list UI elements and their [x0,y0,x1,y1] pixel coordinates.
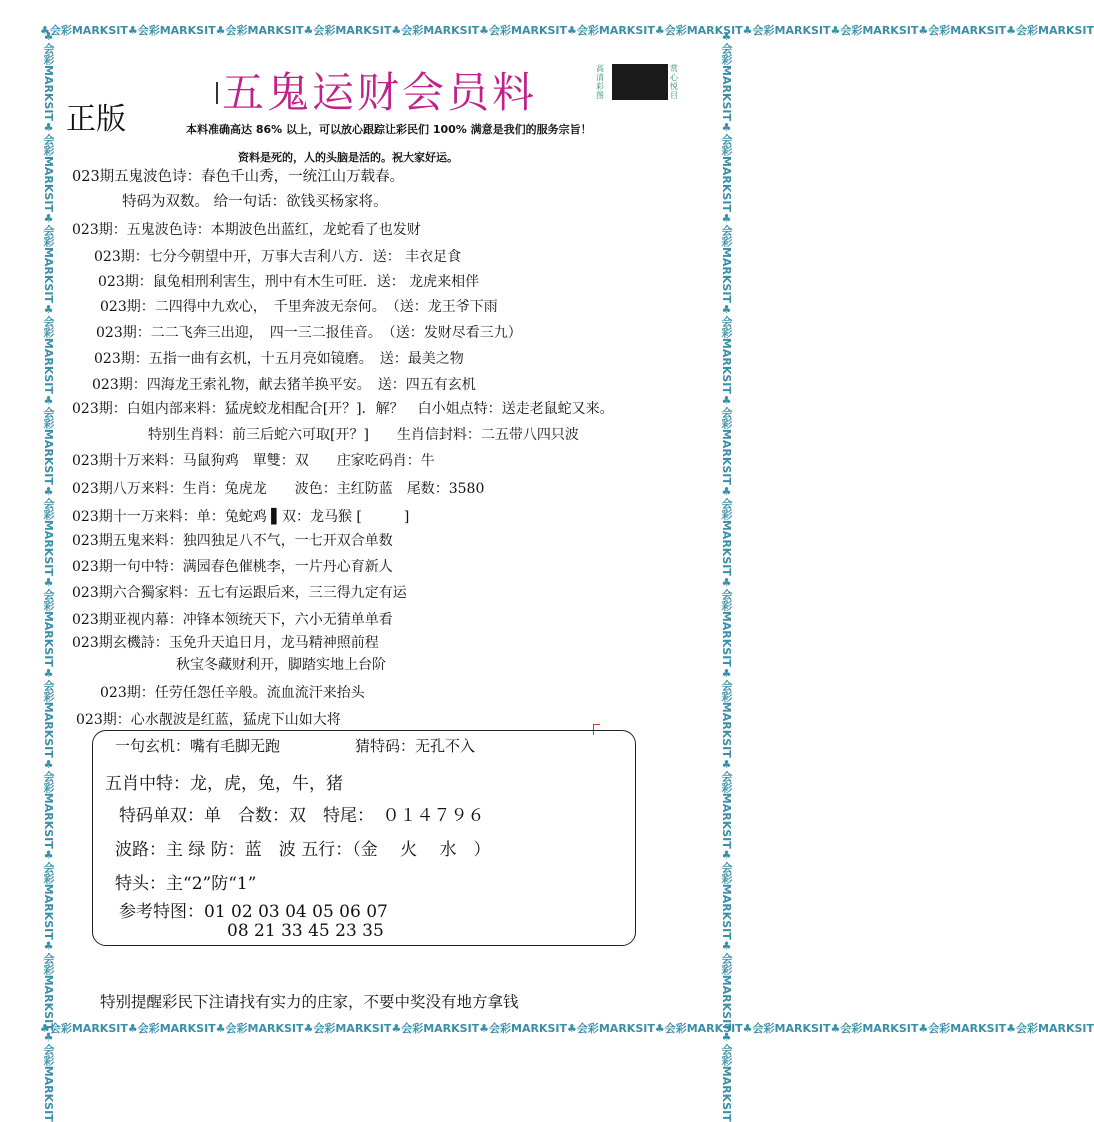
content-line: 023期玄機詩：玉免升天追日月，龙马精神照前程 [72,635,379,651]
content-line: 023期：四海龙王索礼物，献去猪羊换平安。 送：四五有玄机 [92,377,476,393]
head-row: 特头：主“2”防“1” [115,874,257,894]
logo-image [612,64,668,100]
border-watermark-top: ♣会彩MARKSIT♣会彩MARKSIT♣会彩MARKSIT♣会彩MARKSIT♣会彩MARKSIT♣会彩MARKSIT♣会彩MARKSIT♣会彩MARKSIT♣会彩MARKSIT♣会彩MARKSIT♣会彩MARKSIT♣会彩MARKSIT [40,24,1094,37]
logo-right-text: 赏心悦目 [670,64,678,100]
edition-label: 正版 [66,102,126,137]
page-title: 五鬼运财会员料 [222,68,538,117]
content-line: 秋宝冬藏财利开，脚踏实地上台阶 [176,657,386,673]
content-line: 023期：鼠兔相刑利害生，刑中有木生可旺．送： 龙虎来相伴 [98,274,480,290]
border-watermark-left: ♣会彩MARKSIT♣会彩MARKSIT♣会彩MARKSIT♣会彩MARKSIT♣会彩MARKSIT♣会彩MARKSIT♣会彩MARKSIT♣会彩MARKSIT♣会彩MARKSIT♣会彩MARKSIT♣会彩MARKSIT♣会彩MARKSIT [42,30,55,1122]
border-watermark-right: ♣会彩MARKSIT♣会彩MARKSIT♣会彩MARKSIT♣会彩MARKSIT♣会彩MARKSIT♣会彩MARKSIT♣会彩MARKSIT♣会彩MARKSIT♣会彩MARKSIT♣会彩MARKSIT♣会彩MARKSIT♣会彩MARKSIT [720,30,733,1122]
accuracy-note: 本料准确高达 86% 以上，可以放心跟踪让彩民们 100% 满意是我们的服务宗旨！ [186,123,592,136]
prediction-box [92,730,636,946]
odd-even-row: 特码单双：单 合数：双 特尾： ０１４７９６ [119,806,485,826]
ref-numbers-2: 08 21 33 45 23 35 [227,921,384,941]
xuanji-label: 一句玄机： [115,737,191,755]
xuanji-value: 嘴有毛脚无跑 [190,737,281,755]
luck-note: 资料是死的，人的头脑是活的。祝大家好运。 [238,151,458,164]
content-line: 023期：二二飞奔三出迎， 四一三二报佳音。 （送：发财尽看三九） [96,325,522,341]
title-divider [216,82,218,104]
ref-label: 参考特图： [119,902,204,922]
content-line: 023期五鬼来料：独四独足八不气，一七开双合单数 [72,533,393,549]
content-line: 023期：五指一曲有玄机，十五月亮如镜磨。 送：最美之物 [94,351,464,367]
content-line: 023期：心水靓波是红蓝，猛虎下山如大将 [76,712,341,728]
content-line: 023期五鬼波色诗：春色千山秀，一统江山万载春。 [72,169,405,185]
xuanji-row [115,735,280,756]
content-line: 023期：五鬼波色诗：本期波色出蓝红，龙蛇看了也发财 [72,222,421,238]
content-line: 023期一句中特：满园春色催桃李，一片丹心育新人 [72,559,393,575]
content-line: 023期十一万来料：单：兔蛇鸡 ▌双：龙马猴 [ ] [72,509,410,525]
content-line: 023期：七分今朝望中开，万事大吉利八方．送： 丰衣足食 [94,249,462,265]
guess-value: 无孔不入 [415,737,476,755]
guess-label: 猜特码： [355,737,416,755]
logo-left-text: 高清彩图 [596,64,604,100]
content-line: 特码为双数。 给一句话：欲钱买杨家将。 [122,194,388,210]
content-line: 023期十万来料：马鼠狗鸡 單雙：双 庄家吃码肖：牛 [72,453,435,469]
content-line: 特别生肖料：前三后蛇六可取[开？] 生肖信封料：二五带八四只波 [148,427,579,443]
content-line: 023期：白姐内部来料：猛虎蛟龙相配合[开？]．解？ 白小姐点特：送走老鼠蛇又来。 [72,401,614,417]
zodiac-row: 五肖中特：龙，虎，兔，牛，猪 [105,774,343,794]
wave-row: 波路：主 绿 防：蓝 波 五行：（金 火 水 ） [115,840,491,860]
content-line: 023期亚视内幕：冲锋本领统天下，六小无猜单单看 [72,612,393,628]
content-line: 023期：任劳任怨任辛般。流血流汗来抬头 [100,685,365,701]
warning-note: 特别提醒彩民下注请找有实力的庄家，不要中奖没有地方拿钱 [100,993,519,1011]
border-watermark-bottom: ♣会彩MARKSIT♣会彩MARKSIT♣会彩MARKSIT♣会彩MARKSIT♣会彩MARKSIT♣会彩MARKSIT♣会彩MARKSIT♣会彩MARKSIT♣会彩MARKSIT♣会彩MARKSIT♣会彩MARKSIT♣会彩MARKSIT [40,1022,1094,1035]
logo [596,64,688,100]
ref-row-1 [119,897,388,922]
content-line: 023期六合獨家料：五七有运跟后来，三三得九定有运 [72,585,407,601]
guess-row [355,735,475,756]
content-line: 023期八万来料：生肖：兔虎龙 波色：主红防蓝 尾数：3580 [72,481,485,497]
content-line: 023期：二四得中九欢心， 千里奔波无奈何。 （送：龙王爷下雨 [100,299,498,315]
ref-numbers-1: 01 02 03 04 05 06 07 [204,902,388,922]
